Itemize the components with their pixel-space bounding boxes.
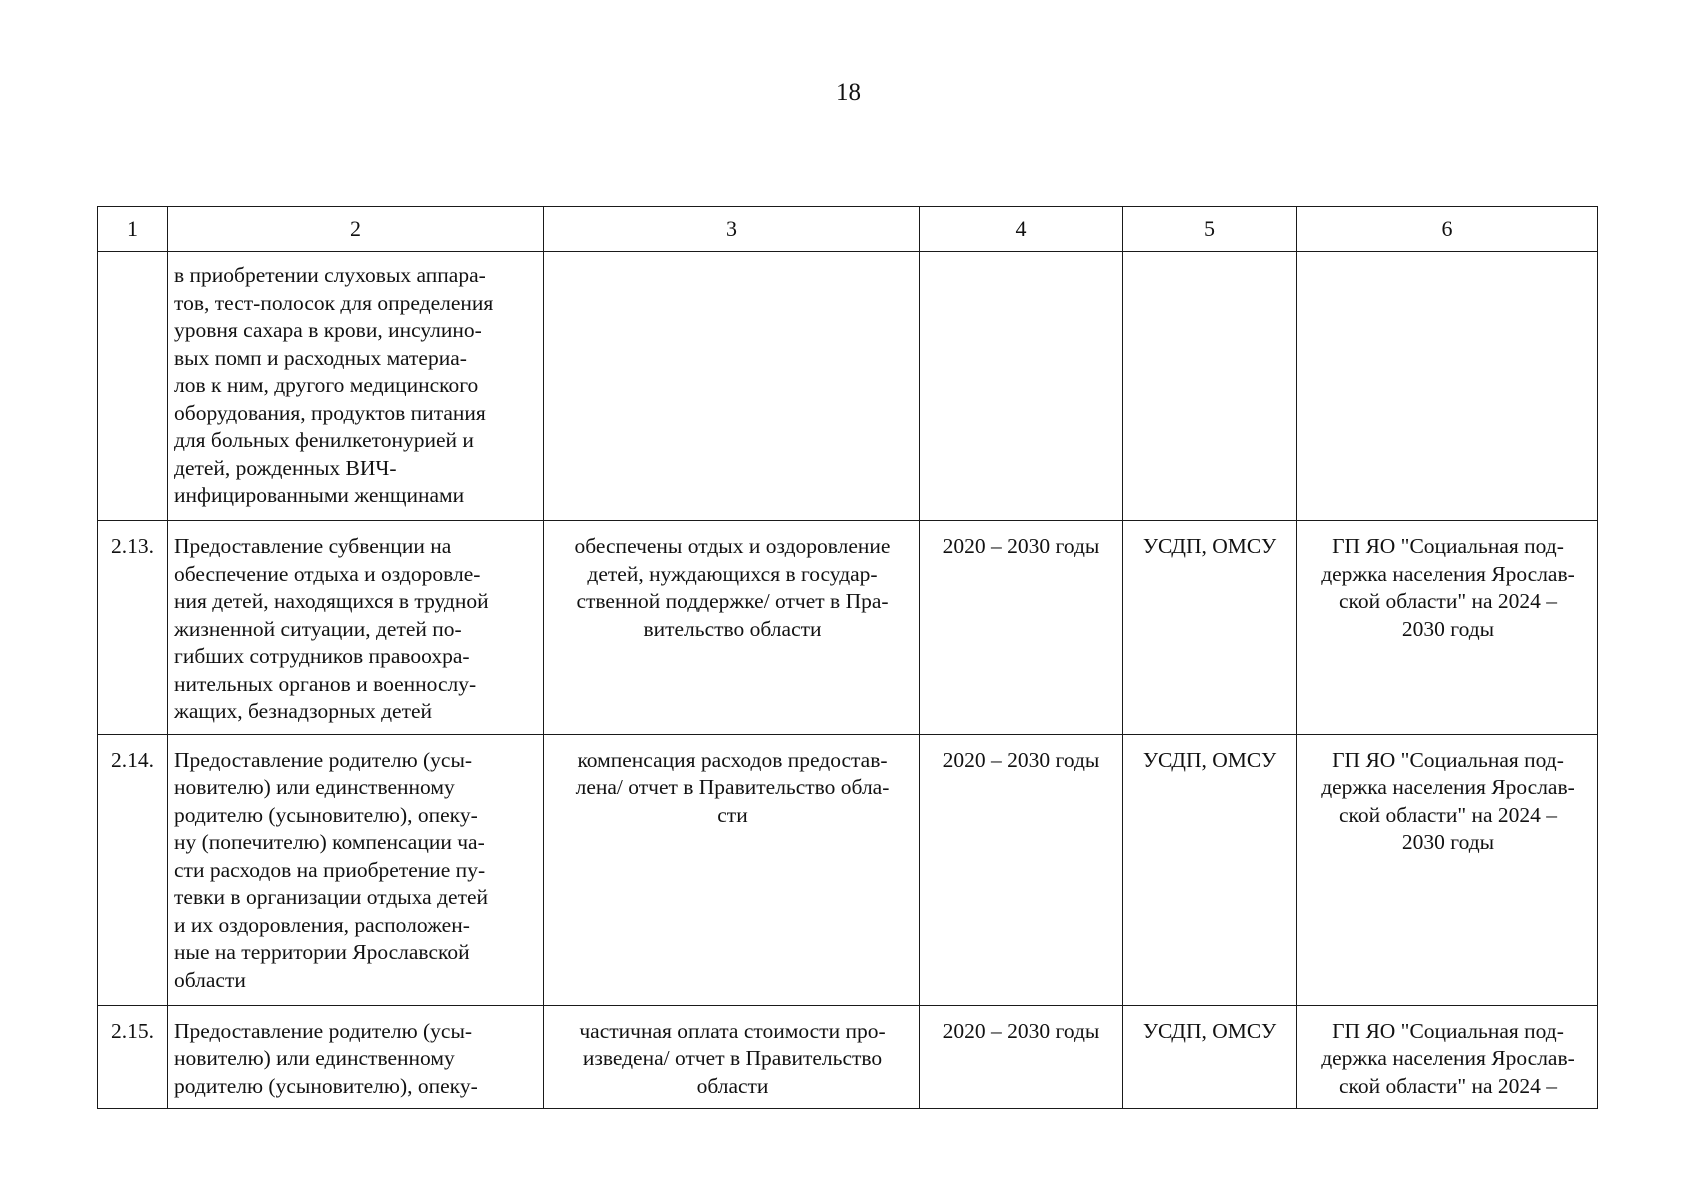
table-row <box>98 734 1598 1005</box>
executor-text <box>1123 252 1297 521</box>
header-col-5: 5 <box>1123 207 1297 252</box>
header-col-2: 2 <box>168 207 544 252</box>
result-text: компенсация расходов предостав- лена/ отчет в Правительство обла- сти <box>544 734 920 1005</box>
header-col-3: 3 <box>544 207 920 252</box>
period-text: 2020 – 2030 годы <box>920 521 1123 735</box>
table-header-row <box>98 207 1598 252</box>
period-text <box>920 252 1123 521</box>
program-text: ГП ЯО "Социальная под- держка населения Ярослав- ской области" на 2024 – 2030 годы <box>1297 734 1598 1005</box>
row-number: 2.15. <box>98 1005 168 1109</box>
result-text: частичная оплата стоимости про- изведена/ отчет в Правительство области <box>544 1005 920 1109</box>
table-row <box>98 521 1598 735</box>
program-text: ГП ЯО "Социальная под- держка населения Ярослав- ской области" на 2024 – 2030 годы <box>1297 521 1598 735</box>
header-col-1: 1 <box>98 207 168 252</box>
measure-text: Предоставление родителю (усы- новителю) или единственному родителю (усыновителю), опеку- <box>168 1005 544 1109</box>
executor-text: УСДП, ОМСУ <box>1123 1005 1297 1109</box>
header-col-4: 4 <box>920 207 1123 252</box>
table-row <box>98 252 1598 521</box>
program-text <box>1297 252 1598 521</box>
measure-text: Предоставление родителю (усы- новителю) или единственному родителю (усыновителю), опеку- ну (попечителю) компенсации ча- сти расходов на приобретение пу- тевки в организации отдыха детей и их оздоровления, расположен- ные на территории Ярославской области <box>168 734 544 1005</box>
result-text <box>544 252 920 521</box>
measure-text: в приобретении слуховых аппара- тов, тест-полосок для определения уровня сахара в крови, инсулино- вых помп и расходных материа- лов к ним, другого медицинского оборудования, продуктов питания для больных фенилкетонурией и детей, рожденных ВИЧ- инфицированными женщинами <box>168 252 544 521</box>
period-text: 2020 – 2030 годы <box>920 734 1123 1005</box>
period-text: 2020 – 2030 годы <box>920 1005 1123 1109</box>
program-text: ГП ЯО "Социальная под- держка населения Ярослав- ской области" на 2024 – <box>1297 1005 1598 1109</box>
executor-text: УСДП, ОМСУ <box>1123 521 1297 735</box>
measures-table <box>97 206 1598 1109</box>
row-number: 2.14. <box>98 734 168 1005</box>
header-col-6: 6 <box>1297 207 1598 252</box>
result-text: обеспечены отдых и оздоровление детей, нуждающихся в государ- ственной поддержке/ отчет в Пра- вительство области <box>544 521 920 735</box>
executor-text: УСДП, ОМСУ <box>1123 734 1297 1005</box>
measure-text: Предоставление субвенции на обеспечение отдыха и оздоровле- ния детей, находящихся в трудной жизненной ситуации, детей по- гибших сотрудников правоохра- нительных органов и военнослу- жащих, безнадзорных детей <box>168 521 544 735</box>
row-number <box>98 252 168 521</box>
table-row <box>98 1005 1598 1109</box>
row-number: 2.13. <box>98 521 168 735</box>
page-number: 18 <box>836 79 861 106</box>
